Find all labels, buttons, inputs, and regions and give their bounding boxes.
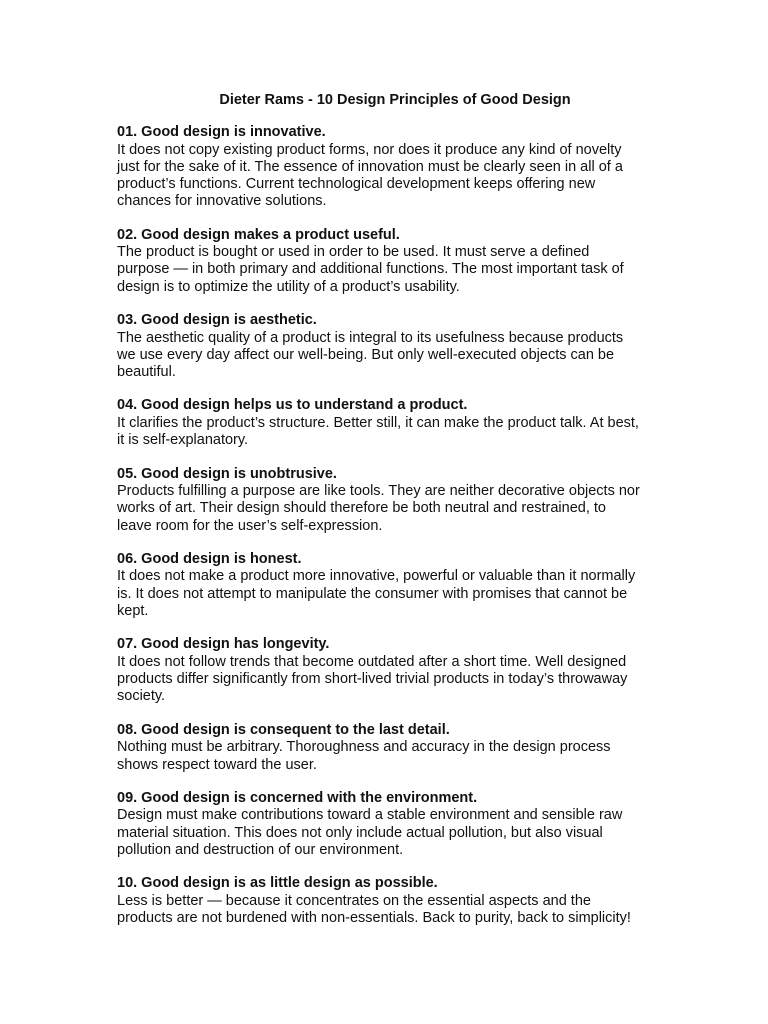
principle-01	[117, 124, 657, 211]
principle-body: Less is better — because it concentrates on the essential aspects and the products are not burdened with non-essentials. Back to purity, back to simplicity!	[117, 892, 631, 927]
principle-heading: 04. Good design helps us to understand a product.	[117, 397, 468, 414]
principle-heading: 06. Good design is honest.	[117, 550, 302, 567]
principle-heading: 01. Good design is innovative.	[117, 124, 326, 140]
principle-body: It does not make a product more innovative, powerful or valuable than it normally is. It does not attempt to manipulate the consumer with promises that cannot be kept.	[117, 568, 636, 620]
document-title: Dieter Rams - 10 Design Principles of Good Design	[219, 92, 571, 108]
principle-heading: 07. Good design has longevity.	[117, 636, 330, 653]
principle-08	[117, 722, 657, 774]
principle-10	[117, 875, 657, 927]
principle-07	[117, 636, 657, 705]
principle-09	[117, 790, 657, 859]
principle-heading: 05. Good design is unobtrusive.	[117, 465, 337, 482]
principle-body: It does not copy existing product forms, nor does it produce any kind of novelty just for the sake of it. The essence of innovation must be clearly seen in all of a product’s functions. Current technological development keeps offering new chances for innovative solutions.	[117, 141, 623, 210]
principle-heading: 10. Good design is as little design as possible.	[117, 875, 438, 892]
principle-body: The product is bought or used in order to be used. It must serve a defined purpose — in both primary and additional functions. The most important task of design is to optimize the utility of a product’s usability.	[117, 244, 624, 295]
principle-04	[117, 397, 657, 449]
principle-body: Nothing must be arbitrary. Thoroughness and accuracy in the design process shows respect toward the user.	[117, 739, 611, 773]
principle-05	[117, 466, 657, 535]
principle-body: It clarifies the product’s structure. Better still, it can make the product talk. At best, it is self-explanatory.	[117, 414, 639, 449]
principle-body: It does not follow trends that become outdated after a short time. Well designed products differ significantly from short-lived trivial products in today’s throwaway society.	[117, 653, 628, 705]
principle-06	[117, 551, 657, 620]
document-page	[117, 90, 657, 943]
principle-heading: 08. Good design is consequent to the last detail.	[117, 721, 450, 738]
principle-body: Products fulfilling a purpose are like tools. They are neither decorative objects nor works of art. Their design should therefore be both neutral and restrained, to leave room for the user’s self-expression.	[117, 483, 640, 534]
principle-heading: 03. Good design is aesthetic.	[117, 312, 317, 329]
principle-body: The aesthetic quality of a product is integral to its usefulness because products we use every day affect our well-being. But only well-executed objects can be beautiful.	[117, 329, 624, 381]
principle-03	[117, 312, 657, 381]
principle-heading: 02. Good design makes a product useful.	[117, 226, 400, 243]
principle-02	[117, 227, 657, 296]
principle-body: Design must make contributions toward a stable environment and sensible raw material situation. This does not only include actual pollution, but also visual pollution and destruction of our environment.	[117, 807, 623, 858]
principle-heading: 09. Good design is concerned with the environment.	[117, 789, 478, 806]
